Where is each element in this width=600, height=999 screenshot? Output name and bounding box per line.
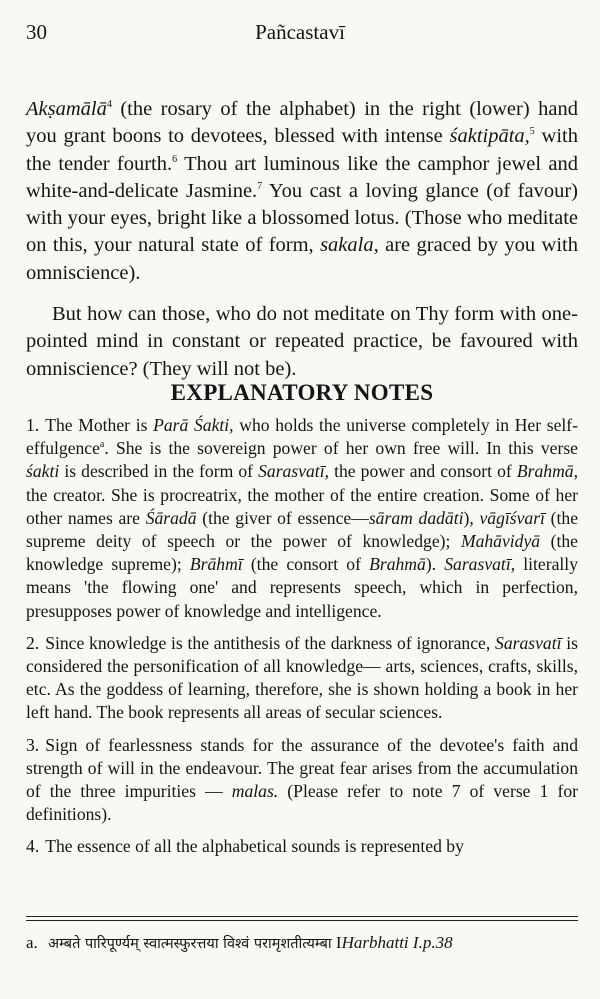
note-1: [26, 414, 578, 623]
translation-paragraph-2: But how can those, who do not meditate on Thy form with one-pointed mind in constant or repeated practice, be favoured with omniscience? (They will not be).: [26, 303, 578, 380]
note-number: 4.: [26, 836, 40, 857]
term: Sarasvatī,: [444, 554, 516, 575]
term-aksamala: Akṣamālā: [26, 98, 107, 120]
text-run: Sign of fearlessness stands for the assurance of the devotee's faith and strength of will in the endeavour. The great fear arises from the accumulation of the three impurities —: [26, 734, 578, 802]
text-run: (the giver of essence—: [196, 507, 369, 528]
page-header: [26, 20, 574, 60]
term-saktipata: śaktipāta,: [449, 125, 530, 148]
verse-translation: [26, 96, 578, 383]
text-run: (Please refer to note 7 of verse 1 for definitions).: [26, 781, 578, 825]
term: vāgīśvarī: [479, 507, 545, 528]
note-4: [26, 835, 578, 858]
term: Brahmā,: [516, 461, 578, 482]
translation-paragraph-1: [26, 96, 578, 287]
term: malas.: [231, 781, 279, 802]
text-run: is described in the form of: [59, 461, 259, 482]
term: Parā Śakti,: [153, 415, 234, 435]
term: śakti: [26, 461, 60, 482]
text-run: . She is the sovereign power of her own free will. In this verse: [104, 438, 578, 459]
note-2: [26, 632, 578, 725]
text-run: (the consort of: [242, 554, 370, 575]
text-run: The essence of all the alphabetical sounds is represented by: [45, 836, 464, 857]
footnote-ref: 5: [529, 126, 535, 138]
footnote-ref: 7: [257, 181, 263, 193]
page-number: 30: [26, 20, 47, 44]
text-run: ).: [425, 554, 445, 575]
notes-heading: EXPLANATORY NOTES: [170, 380, 434, 405]
footnote-sanskrit: अम्बते पारिपूर्ण्यम् स्वात्मस्फुरत्तया विश्वं परामृशतीत्यम्बा: [48, 936, 332, 952]
text-run: are graced by you with omniscience).: [26, 234, 578, 284]
term: Sarasvatī,: [258, 461, 329, 482]
footnote-divider: [26, 916, 578, 917]
term: Brahmā: [369, 554, 426, 575]
term: Sarasvatī: [495, 632, 562, 653]
note-number: 3.: [26, 734, 40, 755]
term: Brāhmī: [189, 554, 243, 575]
term: Śāradā: [145, 507, 197, 528]
text-run: You cast a loving glance (of favour) with your eyes, bright like a blossomed lotus. (Those who meditate on this, your natural state of form,: [26, 179, 579, 257]
footnote-ref: a: [99, 439, 105, 451]
text-run: the creator. She is procreatrix, the mother of the entire creation. Some of her other names are: [26, 484, 578, 528]
text-run: (the rosary of the alphabet) in the right (lower) hand you grant boons to devotees, blessed with intense: [26, 98, 578, 148]
text-run: with the tender fourth.: [26, 125, 578, 175]
footnote-ref: 4: [106, 99, 112, 111]
note-number: 2.: [26, 632, 40, 653]
text-run: literally means 'the flowing one' and represents speech, which in perfection, presupposes power of knowledge and intelligence.: [26, 554, 578, 621]
running-title: Pañcastavī: [255, 20, 345, 44]
footnote: [26, 932, 578, 955]
explanatory-notes: [26, 414, 578, 868]
text-run: ),: [463, 507, 480, 528]
footnote-separator: I: [331, 933, 342, 952]
footnote-divider-second: [26, 920, 578, 921]
footnote-ref: 6: [172, 153, 178, 165]
text-run: the power and consort of: [328, 461, 517, 482]
text-run: who holds the universe completely in Her self-effulgence: [26, 415, 579, 459]
footnote-reference: Harbhatti I.p.38: [341, 933, 453, 952]
text-run: is considered the personification of all knowledge— arts, sciences, crafts, skills, etc. As the goddess of learning, therefore, she is shown holding a book in her left hand. The book represents all areas of secular sciences.: [26, 632, 578, 723]
footnote-label: a.: [26, 933, 38, 952]
text-run: (the supreme deity of speech or the power of knowledge);: [26, 507, 579, 552]
term-sakala: sakala,: [320, 234, 379, 257]
text-run: (the knowledge supreme);: [26, 531, 578, 575]
term: Mahāvidyā: [460, 531, 541, 552]
text-run: Thou art luminous like the camphor jewel and white-and-delicate Jasmine.: [26, 152, 578, 202]
note-3: [26, 734, 578, 827]
term: sāram dadāti: [368, 507, 464, 528]
text-run: Since knowledge is the antithesis of the darkness of ignorance,: [45, 632, 496, 653]
note-number: 1.: [26, 415, 40, 435]
text-run: The Mother is: [45, 415, 154, 435]
